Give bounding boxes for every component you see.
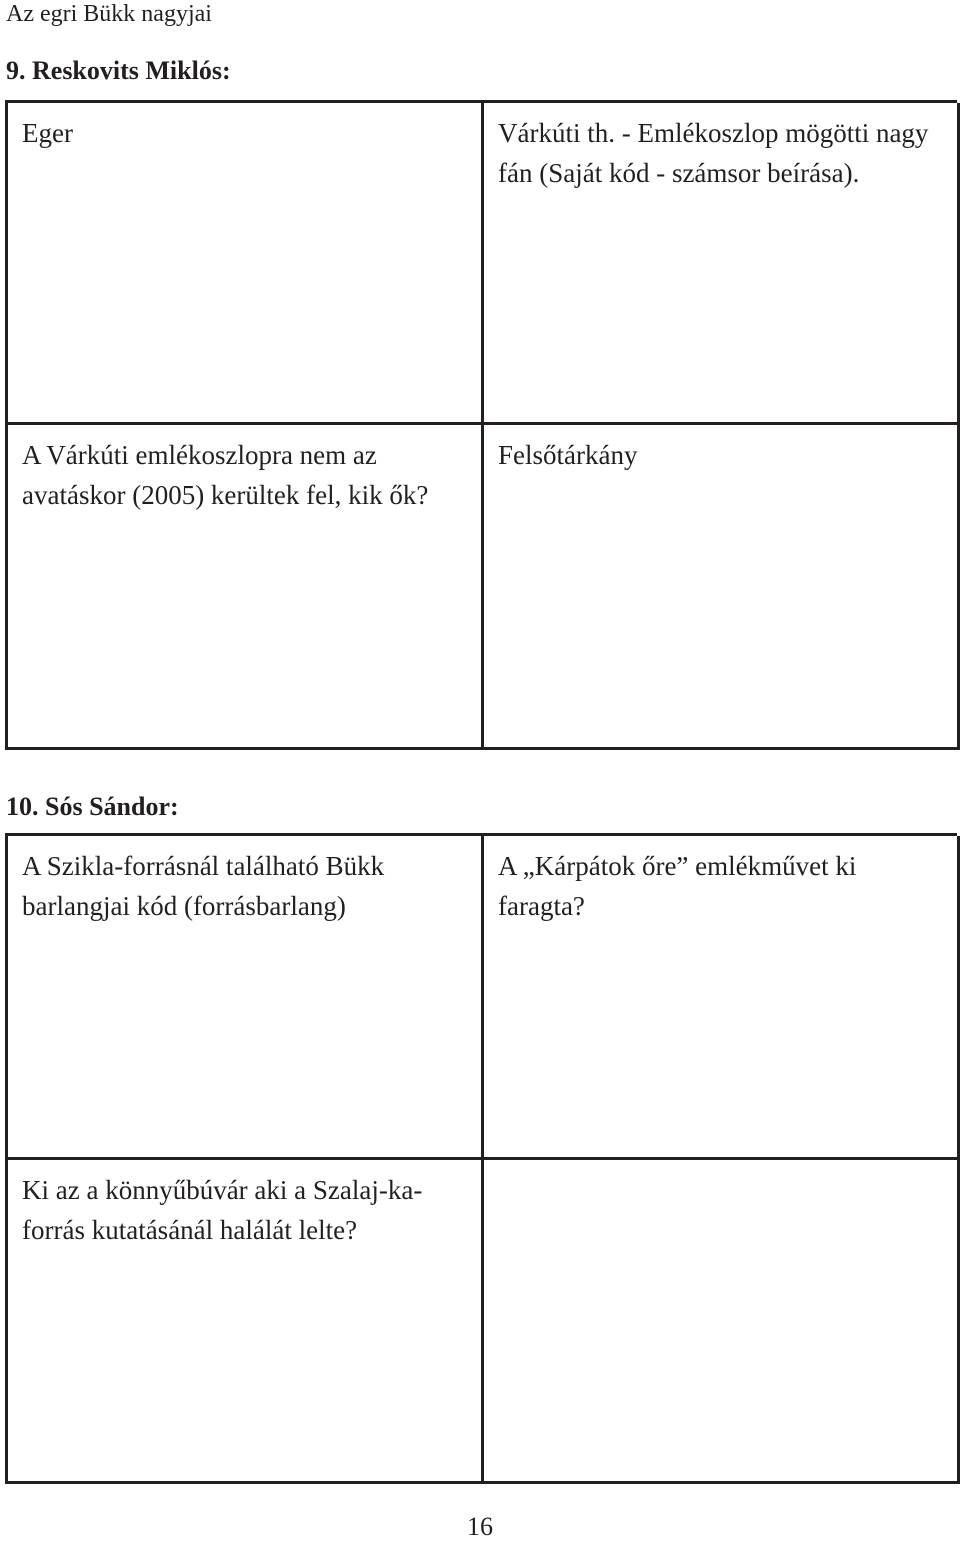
cell-code-instruction: Várkúti th. - Emlékoszlop mögötti nagy fán (Saját kód - számsor beírása). xyxy=(484,103,960,425)
cell-code-instruction: A Szikla-forrásnál található Bükk barlangjai kód (forrásbarlang) xyxy=(8,836,484,1160)
section-title-sos: 10. Sós Sándor: xyxy=(6,792,179,821)
cell-location: Eger xyxy=(8,103,484,425)
section-title-reskovits: 9. Reskovits Miklós: xyxy=(6,56,231,85)
question-grid-sos xyxy=(5,833,957,1484)
page-number: 16 xyxy=(467,1512,493,1541)
cell-question: A „Kárpátok őre” emlékművet ki faragta? xyxy=(484,836,960,1160)
cell-question: Ki az a könnyűbúvár aki a Szalaj-ka-forrás kutatásánál halálát lelte? xyxy=(8,1160,484,1484)
cell-answer-blank xyxy=(484,1160,960,1484)
running-header: Az egri Bükk nagyjai xyxy=(6,1,212,27)
question-grid-reskovits xyxy=(5,100,957,750)
cell-location: Felsőtárkány xyxy=(484,425,960,750)
cell-question: A Várkúti emlékoszlopra nem az avatáskor (2005) kerültek fel, kik ők? xyxy=(8,425,484,750)
